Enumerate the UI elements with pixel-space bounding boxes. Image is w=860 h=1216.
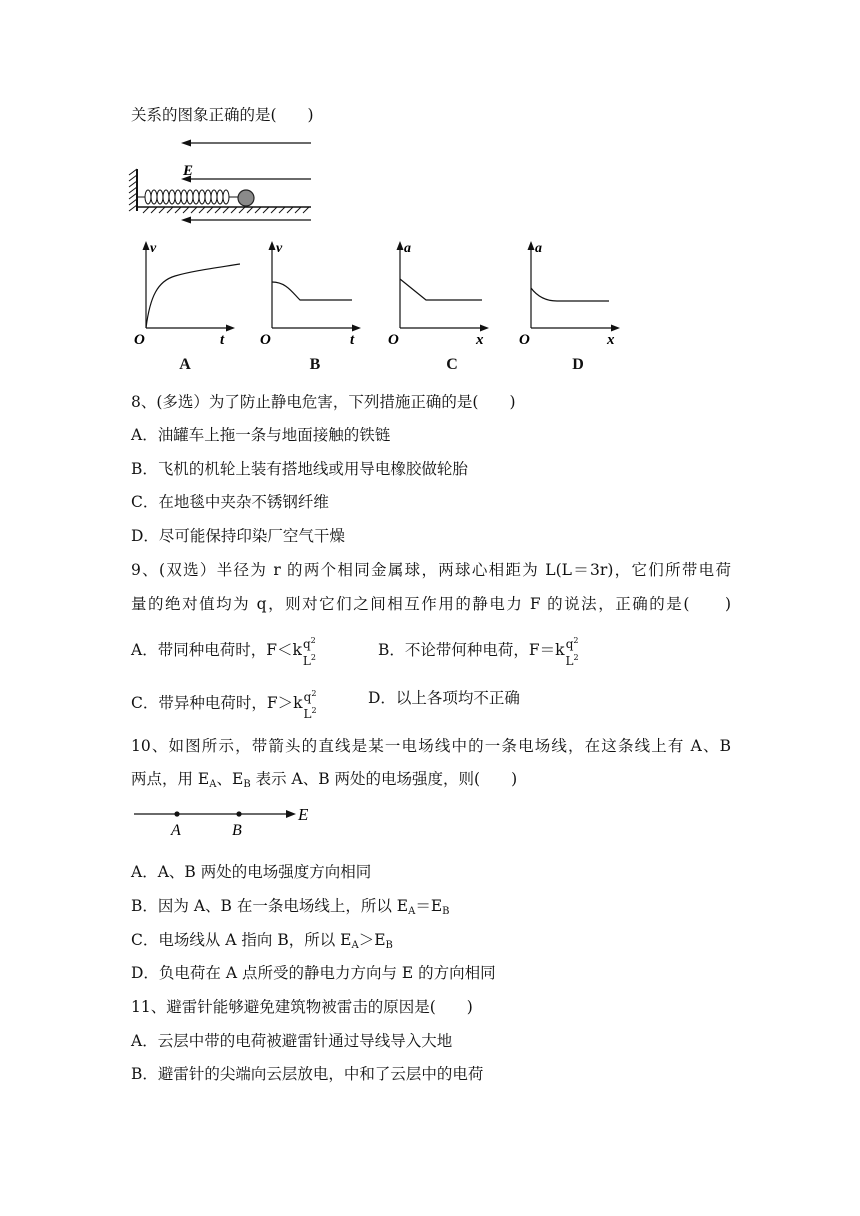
graph-b bbox=[256, 236, 366, 346]
q8-option-c: C．在地毯中夹杂不锈钢纤维 bbox=[131, 493, 329, 511]
point-a-dot bbox=[174, 811, 179, 816]
graph-d-x-label: x bbox=[607, 332, 615, 346]
q10-stem-line2: 两点，用 $E_A$、$E_B$ 表示 A、B 两处的电场强度，则( ) bbox=[131, 770, 518, 790]
spring bbox=[137, 190, 239, 204]
coulomb-fraction: $q^2$ $L^2$ bbox=[565, 636, 579, 668]
q9-stem-line1: 9、(双选）半径为 r 的两个相同金属球，两球心相距为 L(L＝3r)，它们所带电荷 bbox=[131, 561, 731, 579]
coulomb-fraction: $q^2$ $L^2$ bbox=[302, 636, 316, 668]
q10-stem-line1: 10、如图所示，带箭头的直线是某一电场线中的一条电场线，在这条线上有 A、B bbox=[131, 737, 731, 755]
q7-apparatus-figure bbox=[125, 135, 325, 230]
q10-option-a: A．A、B 两处的电场强度方向相同 bbox=[131, 863, 372, 881]
q7-field-label: E bbox=[183, 163, 194, 179]
graph-d bbox=[515, 236, 625, 346]
q8-stem: 8、(多选）为了防止静电危害，下列措施正确的是( ) bbox=[131, 393, 516, 411]
graph-c-y-label: a bbox=[404, 241, 411, 256]
graph-d-letter: D bbox=[572, 356, 584, 373]
q9-stem-line2: 量的绝对值均为 q，则对它们之间相互作用的静电力 F 的说法，正确的是( ) bbox=[131, 595, 731, 613]
graph-a-x-label: t bbox=[220, 332, 225, 346]
q9-option-a-text: A．带同种电荷时，F＜k bbox=[131, 641, 302, 659]
q8-option-b: B．飞机的机轮上装有搭地线或用导电橡胶做轮胎 bbox=[131, 460, 468, 478]
point-b-label: B bbox=[232, 822, 242, 839]
q7-stem-tail: 关系的图象正确的是( ) bbox=[131, 106, 314, 124]
graph-a-y-label: v bbox=[150, 241, 157, 256]
q8-option-a: A．油罐车上拖一条与地面接触的铁链 bbox=[131, 426, 391, 444]
q11-option-b: B．避雷针的尖端向云层放电，中和了云层中的电荷 bbox=[131, 1065, 484, 1083]
q9-option-c bbox=[131, 687, 318, 721]
q9-option-a bbox=[131, 634, 317, 668]
charged-ball bbox=[238, 190, 254, 206]
coulomb-fraction: $q^2$ $L^2$ bbox=[303, 689, 317, 721]
q9-option-d: D．以上各项均不正确 bbox=[368, 689, 520, 707]
graph-b-y-label: v bbox=[276, 241, 283, 256]
graph-d-y-label: a bbox=[535, 241, 542, 256]
graph-c bbox=[384, 236, 494, 346]
point-b-dot bbox=[236, 811, 241, 816]
graph-b-letter: B bbox=[309, 356, 321, 373]
graph-c-x-label: x bbox=[476, 332, 484, 346]
graph-a-origin: O bbox=[134, 332, 145, 346]
graph-a bbox=[130, 236, 240, 346]
q10-option-b: B．因为 A、B 在一条电场线上，所以 $E_A=E_B$ bbox=[131, 897, 450, 917]
point-a-label: A bbox=[171, 822, 181, 839]
graph-c-origin: O bbox=[388, 332, 399, 346]
graph-a-letter: A bbox=[179, 356, 191, 373]
field-e-label: E bbox=[298, 805, 309, 824]
graph-b-origin: O bbox=[260, 332, 271, 346]
q11-option-a: A．云层中带的电荷被避雷针通过导线导入大地 bbox=[131, 1032, 453, 1050]
graph-c-letter: C bbox=[446, 356, 458, 373]
q10-field-line-figure bbox=[130, 802, 330, 842]
q10-option-c: C．电场线从 A 指向 B，所以 $E_A>E_B$ bbox=[131, 931, 393, 951]
graph-b-x-label: t bbox=[350, 332, 355, 346]
q8-option-d: D．尽可能保持印染厂空气干燥 bbox=[131, 527, 345, 545]
q10-option-d: D．负电荷在 A 点所受的静电力方向与 E 的方向相同 bbox=[131, 964, 496, 982]
q9-option-c-text: C．带异种电荷时，F＞k bbox=[131, 694, 303, 712]
q11-stem: 11、避雷针能够避免建筑物被雷击的原因是( ) bbox=[131, 998, 473, 1016]
q9-option-b bbox=[378, 634, 580, 668]
graph-d-origin: O bbox=[519, 332, 530, 346]
q9-option-b-text: B．不论带何种电荷，F＝k bbox=[378, 641, 565, 659]
